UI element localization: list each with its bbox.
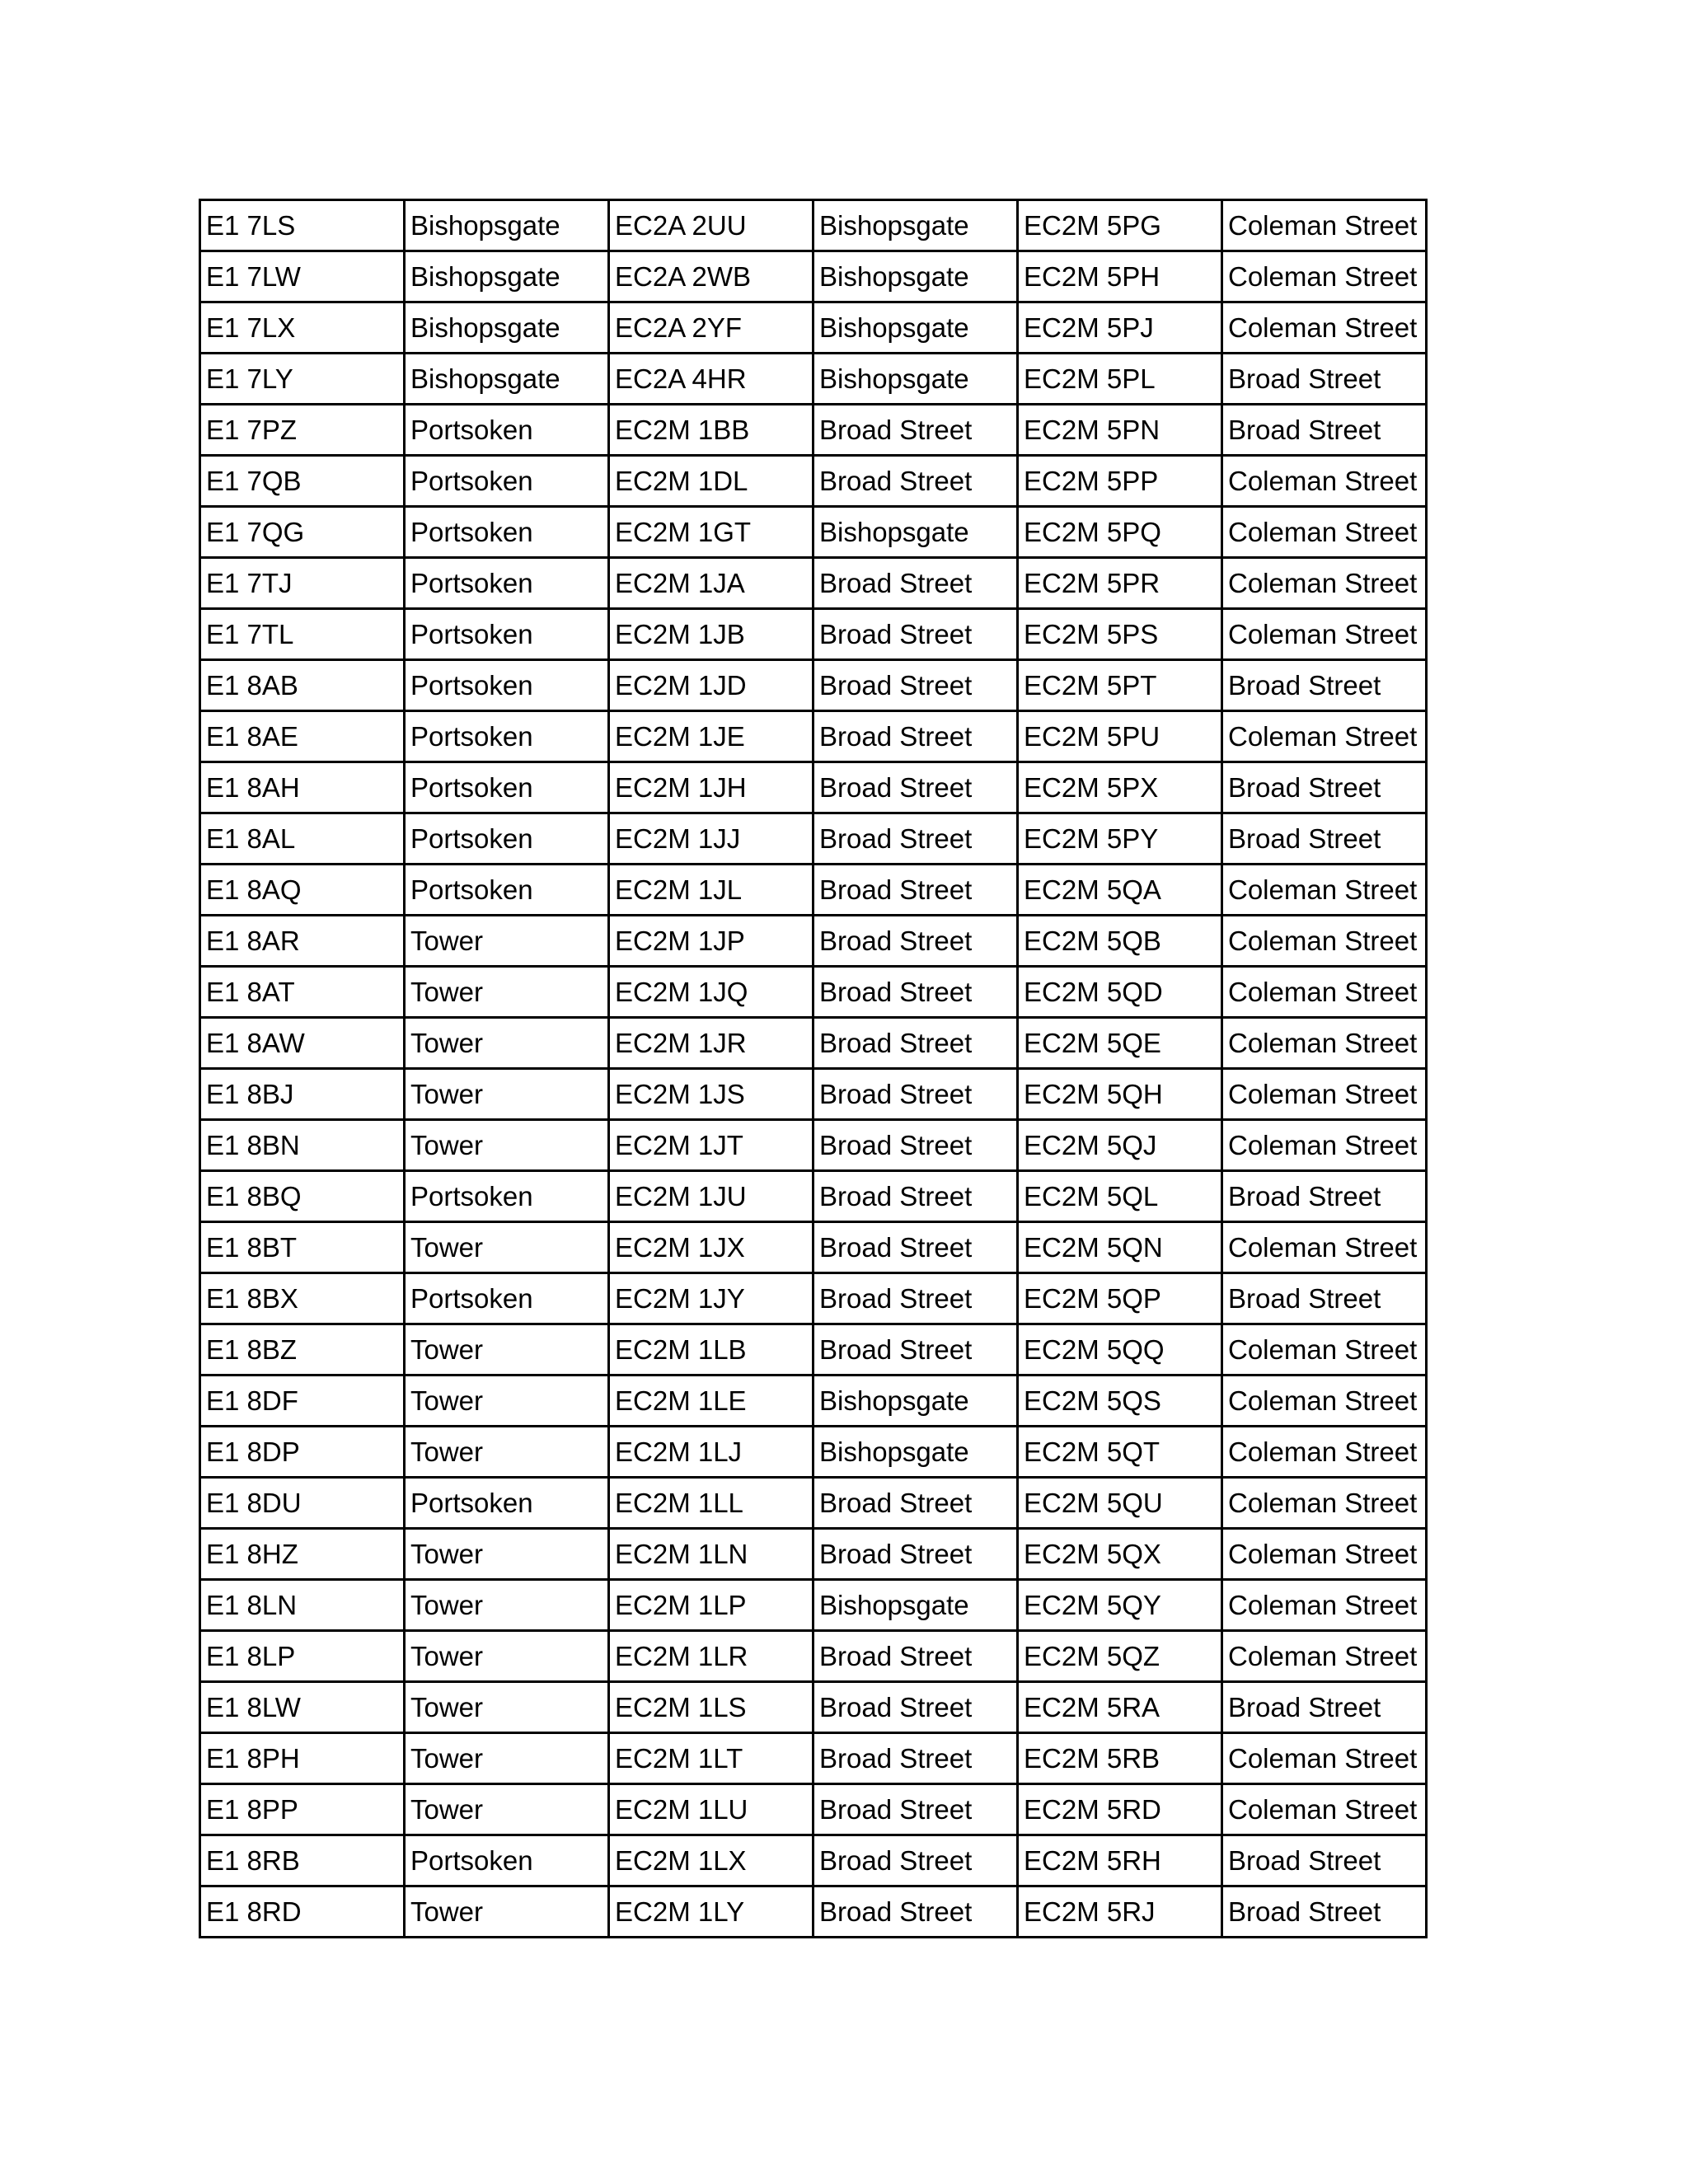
- postcode-cell: EC2A 4HR: [609, 354, 814, 405]
- table-row: [200, 558, 1427, 609]
- postcode-cell: EC2M 5QS: [1018, 1376, 1222, 1427]
- postcode-cell: EC2M 1JL: [609, 865, 814, 916]
- postcode-cell: EC2M 5QN: [1018, 1222, 1222, 1273]
- ward-cell: Portsoken: [405, 660, 609, 711]
- postcode-cell: E1 8LP: [200, 1631, 405, 1682]
- table-row: [200, 1120, 1427, 1171]
- ward-cell: Coleman Street: [1222, 865, 1427, 916]
- ward-cell: Tower: [405, 967, 609, 1018]
- ward-cell: Broad Street: [814, 1835, 1018, 1886]
- postcode-cell: E1 7TL: [200, 609, 405, 660]
- ward-cell: Tower: [405, 1784, 609, 1835]
- postcode-cell: EC2M 5PT: [1018, 660, 1222, 711]
- postcode-cell: EC2M 5RB: [1018, 1733, 1222, 1784]
- postcode-cell: EC2M 5QP: [1018, 1273, 1222, 1324]
- ward-cell: Broad Street: [1222, 1273, 1427, 1324]
- ward-cell: Broad Street: [814, 1120, 1018, 1171]
- postcode-cell: E1 8AH: [200, 762, 405, 813]
- table-row: [200, 865, 1427, 916]
- ward-cell: Coleman Street: [1222, 1580, 1427, 1631]
- table-row: [200, 1784, 1427, 1835]
- ward-cell: Broad Street: [1222, 1835, 1427, 1886]
- table-row: [200, 1682, 1427, 1733]
- postcode-cell: EC2M 5QA: [1018, 865, 1222, 916]
- postcode-cell: EC2M 1JY: [609, 1273, 814, 1324]
- postcode-cell: EC2A 2UU: [609, 200, 814, 251]
- ward-cell: Tower: [405, 1376, 609, 1427]
- ward-cell: Bishopsgate: [405, 251, 609, 302]
- ward-cell: Broad Street: [814, 1069, 1018, 1120]
- postcode-cell: EC2M 5RH: [1018, 1835, 1222, 1886]
- postcode-cell: E1 8RB: [200, 1835, 405, 1886]
- postcode-cell: EC2M 1LL: [609, 1478, 814, 1529]
- ward-cell: Broad Street: [814, 1324, 1018, 1376]
- ward-cell: Bishopsgate: [814, 1427, 1018, 1478]
- ward-cell: Coleman Street: [1222, 609, 1427, 660]
- ward-cell: Broad Street: [814, 865, 1018, 916]
- ward-cell: Tower: [405, 1886, 609, 1938]
- postcode-cell: EC2M 1JE: [609, 711, 814, 762]
- postcode-cell: EC2M 1JX: [609, 1222, 814, 1273]
- ward-cell: Bishopsgate: [814, 1376, 1018, 1427]
- table-row: [200, 967, 1427, 1018]
- ward-cell: Tower: [405, 1580, 609, 1631]
- ward-cell: Coleman Street: [1222, 711, 1427, 762]
- postcode-cell: E1 8AT: [200, 967, 405, 1018]
- ward-cell: Tower: [405, 1324, 609, 1376]
- ward-cell: Bishopsgate: [814, 354, 1018, 405]
- ward-cell: Coleman Street: [1222, 1784, 1427, 1835]
- ward-cell: Coleman Street: [1222, 1376, 1427, 1427]
- postcode-cell: EC2M 1JH: [609, 762, 814, 813]
- table-row: [200, 1478, 1427, 1529]
- table-row: [200, 200, 1427, 251]
- table-row: [200, 1018, 1427, 1069]
- ward-cell: Tower: [405, 1631, 609, 1682]
- table-body: [200, 200, 1427, 1938]
- postcode-cell: EC2M 5QD: [1018, 967, 1222, 1018]
- ward-cell: Broad Street: [814, 456, 1018, 507]
- table-row: [200, 302, 1427, 354]
- postcode-cell: E1 7QG: [200, 507, 405, 558]
- postcode-cell: EC2M 5QL: [1018, 1171, 1222, 1222]
- postcode-cell: EC2M 5PU: [1018, 711, 1222, 762]
- table-row: [200, 1886, 1427, 1938]
- ward-cell: Broad Street: [814, 1784, 1018, 1835]
- ward-cell: Portsoken: [405, 456, 609, 507]
- ward-cell: Bishopsgate: [814, 507, 1018, 558]
- postcode-cell: EC2M 5PR: [1018, 558, 1222, 609]
- table-row: [200, 762, 1427, 813]
- postcode-cell: E1 8BT: [200, 1222, 405, 1273]
- postcode-cell: EC2M 5QB: [1018, 916, 1222, 967]
- postcode-cell: EC2M 1JD: [609, 660, 814, 711]
- ward-cell: Broad Street: [814, 1478, 1018, 1529]
- postcode-cell: E1 8BN: [200, 1120, 405, 1171]
- table-row: [200, 711, 1427, 762]
- ward-cell: Coleman Street: [1222, 558, 1427, 609]
- postcode-cell: EC2M 1LT: [609, 1733, 814, 1784]
- postcode-cell: EC2M 1LU: [609, 1784, 814, 1835]
- ward-cell: Broad Street: [814, 1631, 1018, 1682]
- ward-cell: Portsoken: [405, 1478, 609, 1529]
- ward-cell: Coleman Street: [1222, 456, 1427, 507]
- postcode-cell: EC2M 1JU: [609, 1171, 814, 1222]
- postcode-cell: EC2M 5PJ: [1018, 302, 1222, 354]
- postcode-cell: EC2M 1JQ: [609, 967, 814, 1018]
- postcode-cell: E1 8LW: [200, 1682, 405, 1733]
- ward-cell: Coleman Street: [1222, 1427, 1427, 1478]
- postcode-cell: EC2M 5RA: [1018, 1682, 1222, 1733]
- ward-cell: Tower: [405, 1682, 609, 1733]
- postcode-cell: EC2M 1LB: [609, 1324, 814, 1376]
- postcode-cell: EC2M 1JS: [609, 1069, 814, 1120]
- table-row: [200, 1580, 1427, 1631]
- table-row: [200, 405, 1427, 456]
- postcode-cell: E1 7TJ: [200, 558, 405, 609]
- ward-cell: Broad Street: [814, 558, 1018, 609]
- postcode-cell: E1 8DU: [200, 1478, 405, 1529]
- ward-cell: Broad Street: [814, 1682, 1018, 1733]
- postcode-cell: EC2M 1LJ: [609, 1427, 814, 1478]
- postcode-cell: EC2M 5PQ: [1018, 507, 1222, 558]
- ward-cell: Portsoken: [405, 558, 609, 609]
- ward-cell: Portsoken: [405, 762, 609, 813]
- postcode-cell: EC2M 5QH: [1018, 1069, 1222, 1120]
- ward-cell: Portsoken: [405, 609, 609, 660]
- postcode-cell: EC2M 5PS: [1018, 609, 1222, 660]
- ward-cell: Broad Street: [814, 762, 1018, 813]
- ward-cell: Broad Street: [814, 711, 1018, 762]
- ward-cell: Broad Street: [1222, 1171, 1427, 1222]
- ward-cell: Bishopsgate: [814, 302, 1018, 354]
- ward-cell: Tower: [405, 1222, 609, 1273]
- postcode-cell: E1 8BQ: [200, 1171, 405, 1222]
- postcode-cell: EC2M 5PY: [1018, 813, 1222, 865]
- ward-cell: Portsoken: [405, 405, 609, 456]
- ward-cell: Broad Street: [814, 1018, 1018, 1069]
- postcode-cell: EC2M 1DL: [609, 456, 814, 507]
- postcode-cell: E1 7LX: [200, 302, 405, 354]
- postcode-cell: EC2A 2WB: [609, 251, 814, 302]
- table-row: [200, 1069, 1427, 1120]
- ward-cell: Coleman Street: [1222, 1324, 1427, 1376]
- ward-cell: Portsoken: [405, 1273, 609, 1324]
- postcode-cell: EC2M 1LP: [609, 1580, 814, 1631]
- ward-cell: Coleman Street: [1222, 1120, 1427, 1171]
- postcode-cell: EC2M 5PG: [1018, 200, 1222, 251]
- ward-cell: Broad Street: [814, 916, 1018, 967]
- postcode-cell: EC2M 1JP: [609, 916, 814, 967]
- postcode-cell: EC2M 5QT: [1018, 1427, 1222, 1478]
- table-row: [200, 456, 1427, 507]
- postcode-cell: EC2M 1LE: [609, 1376, 814, 1427]
- table-row: [200, 354, 1427, 405]
- ward-cell: Coleman Street: [1222, 967, 1427, 1018]
- postcode-cell: E1 8BZ: [200, 1324, 405, 1376]
- ward-cell: Broad Street: [1222, 762, 1427, 813]
- ward-cell: Broad Street: [814, 1733, 1018, 1784]
- table-row: [200, 1427, 1427, 1478]
- postcode-cell: E1 8AW: [200, 1018, 405, 1069]
- ward-cell: Coleman Street: [1222, 200, 1427, 251]
- ward-cell: Broad Street: [814, 1529, 1018, 1580]
- postcode-cell: EC2M 5QX: [1018, 1529, 1222, 1580]
- postcode-cell: EC2M 5QQ: [1018, 1324, 1222, 1376]
- postcode-cell: EC2M 5QZ: [1018, 1631, 1222, 1682]
- table-row: [200, 1835, 1427, 1886]
- ward-cell: Broad Street: [1222, 405, 1427, 456]
- table-row: [200, 916, 1427, 967]
- ward-cell: Portsoken: [405, 813, 609, 865]
- postcode-cell: EC2M 5QY: [1018, 1580, 1222, 1631]
- table-row: [200, 1222, 1427, 1273]
- postcode-ward-table: [199, 199, 1428, 1938]
- ward-cell: Coleman Street: [1222, 1018, 1427, 1069]
- table-row: [200, 609, 1427, 660]
- table-row: [200, 251, 1427, 302]
- postcode-cell: EC2M 5QU: [1018, 1478, 1222, 1529]
- postcode-cell: E1 8RD: [200, 1886, 405, 1938]
- postcode-cell: E1 8HZ: [200, 1529, 405, 1580]
- ward-cell: Broad Street: [1222, 1682, 1427, 1733]
- postcode-cell: E1 8AQ: [200, 865, 405, 916]
- ward-cell: Portsoken: [405, 1835, 609, 1886]
- postcode-cell: EC2M 1JJ: [609, 813, 814, 865]
- ward-cell: Coleman Street: [1222, 1529, 1427, 1580]
- postcode-cell: EC2M 1JR: [609, 1018, 814, 1069]
- ward-cell: Tower: [405, 1733, 609, 1784]
- ward-cell: Tower: [405, 1069, 609, 1120]
- table-row: [200, 507, 1427, 558]
- postcode-cell: EC2M 5QJ: [1018, 1120, 1222, 1171]
- ward-cell: Broad Street: [814, 405, 1018, 456]
- table-row: [200, 660, 1427, 711]
- postcode-cell: EC2M 5RD: [1018, 1784, 1222, 1835]
- ward-cell: Broad Street: [814, 660, 1018, 711]
- postcode-cell: EC2A 2YF: [609, 302, 814, 354]
- ward-cell: Broad Street: [814, 1273, 1018, 1324]
- ward-cell: Broad Street: [814, 1886, 1018, 1938]
- postcode-cell: EC2M 1LX: [609, 1835, 814, 1886]
- ward-cell: Bishopsgate: [814, 1580, 1018, 1631]
- postcode-cell: E1 8AL: [200, 813, 405, 865]
- postcode-cell: E1 8LN: [200, 1580, 405, 1631]
- ward-cell: Tower: [405, 916, 609, 967]
- postcode-cell: EC2M 5PP: [1018, 456, 1222, 507]
- ward-cell: Coleman Street: [1222, 1069, 1427, 1120]
- postcode-cell: EC2M 1BB: [609, 405, 814, 456]
- table-row: [200, 1631, 1427, 1682]
- table-row: [200, 1529, 1427, 1580]
- postcode-cell: EC2M 5QE: [1018, 1018, 1222, 1069]
- ward-cell: Tower: [405, 1018, 609, 1069]
- ward-cell: Coleman Street: [1222, 1222, 1427, 1273]
- postcode-cell: E1 8AE: [200, 711, 405, 762]
- postcode-cell: E1 8BX: [200, 1273, 405, 1324]
- ward-cell: Tower: [405, 1120, 609, 1171]
- postcode-cell: E1 7QB: [200, 456, 405, 507]
- ward-cell: Broad Street: [1222, 1886, 1427, 1938]
- ward-cell: Broad Street: [814, 1222, 1018, 1273]
- postcode-cell: E1 8DF: [200, 1376, 405, 1427]
- table-row: [200, 813, 1427, 865]
- ward-cell: Bishopsgate: [405, 200, 609, 251]
- ward-cell: Portsoken: [405, 1171, 609, 1222]
- ward-cell: Coleman Street: [1222, 1478, 1427, 1529]
- ward-cell: Bishopsgate: [814, 200, 1018, 251]
- ward-cell: Coleman Street: [1222, 916, 1427, 967]
- postcode-cell: EC2M 1JA: [609, 558, 814, 609]
- table-row: [200, 1376, 1427, 1427]
- postcode-cell: E1 7LW: [200, 251, 405, 302]
- postcode-cell: EC2M 5RJ: [1018, 1886, 1222, 1938]
- ward-cell: Broad Street: [814, 1171, 1018, 1222]
- ward-cell: Portsoken: [405, 711, 609, 762]
- postcode-cell: EC2M 1LY: [609, 1886, 814, 1938]
- ward-cell: Coleman Street: [1222, 1733, 1427, 1784]
- postcode-cell: EC2M 1JB: [609, 609, 814, 660]
- postcode-cell: E1 8PH: [200, 1733, 405, 1784]
- postcode-cell: EC2M 5PH: [1018, 251, 1222, 302]
- postcode-cell: EC2M 1LN: [609, 1529, 814, 1580]
- table-row: [200, 1733, 1427, 1784]
- table-row: [200, 1324, 1427, 1376]
- ward-cell: Broad Street: [814, 967, 1018, 1018]
- postcode-cell: EC2M 1LS: [609, 1682, 814, 1733]
- postcode-cell: E1 8PP: [200, 1784, 405, 1835]
- postcode-cell: EC2M 1JT: [609, 1120, 814, 1171]
- postcode-cell: E1 7LY: [200, 354, 405, 405]
- postcode-cell: EC2M 5PL: [1018, 354, 1222, 405]
- postcode-cell: EC2M 1GT: [609, 507, 814, 558]
- ward-cell: Bishopsgate: [405, 302, 609, 354]
- ward-cell: Broad Street: [1222, 813, 1427, 865]
- ward-cell: Tower: [405, 1427, 609, 1478]
- table-row: [200, 1171, 1427, 1222]
- ward-cell: Broad Street: [1222, 660, 1427, 711]
- ward-cell: Bishopsgate: [814, 251, 1018, 302]
- ward-cell: Bishopsgate: [405, 354, 609, 405]
- ward-cell: Portsoken: [405, 507, 609, 558]
- postcode-cell: E1 7LS: [200, 200, 405, 251]
- postcode-cell: EC2M 5PX: [1018, 762, 1222, 813]
- ward-cell: Broad Street: [814, 813, 1018, 865]
- ward-cell: Coleman Street: [1222, 1631, 1427, 1682]
- postcode-cell: E1 8AB: [200, 660, 405, 711]
- postcode-cell: EC2M 5PN: [1018, 405, 1222, 456]
- ward-cell: Coleman Street: [1222, 302, 1427, 354]
- postcode-cell: E1 8AR: [200, 916, 405, 967]
- postcode-cell: E1 8DP: [200, 1427, 405, 1478]
- ward-cell: Broad Street: [1222, 354, 1427, 405]
- postcode-cell: E1 8BJ: [200, 1069, 405, 1120]
- ward-cell: Tower: [405, 1529, 609, 1580]
- ward-cell: Coleman Street: [1222, 507, 1427, 558]
- ward-cell: Portsoken: [405, 865, 609, 916]
- postcode-cell: EC2M 1LR: [609, 1631, 814, 1682]
- ward-cell: Coleman Street: [1222, 251, 1427, 302]
- ward-cell: Broad Street: [814, 609, 1018, 660]
- table-row: [200, 1273, 1427, 1324]
- postcode-cell: E1 7PZ: [200, 405, 405, 456]
